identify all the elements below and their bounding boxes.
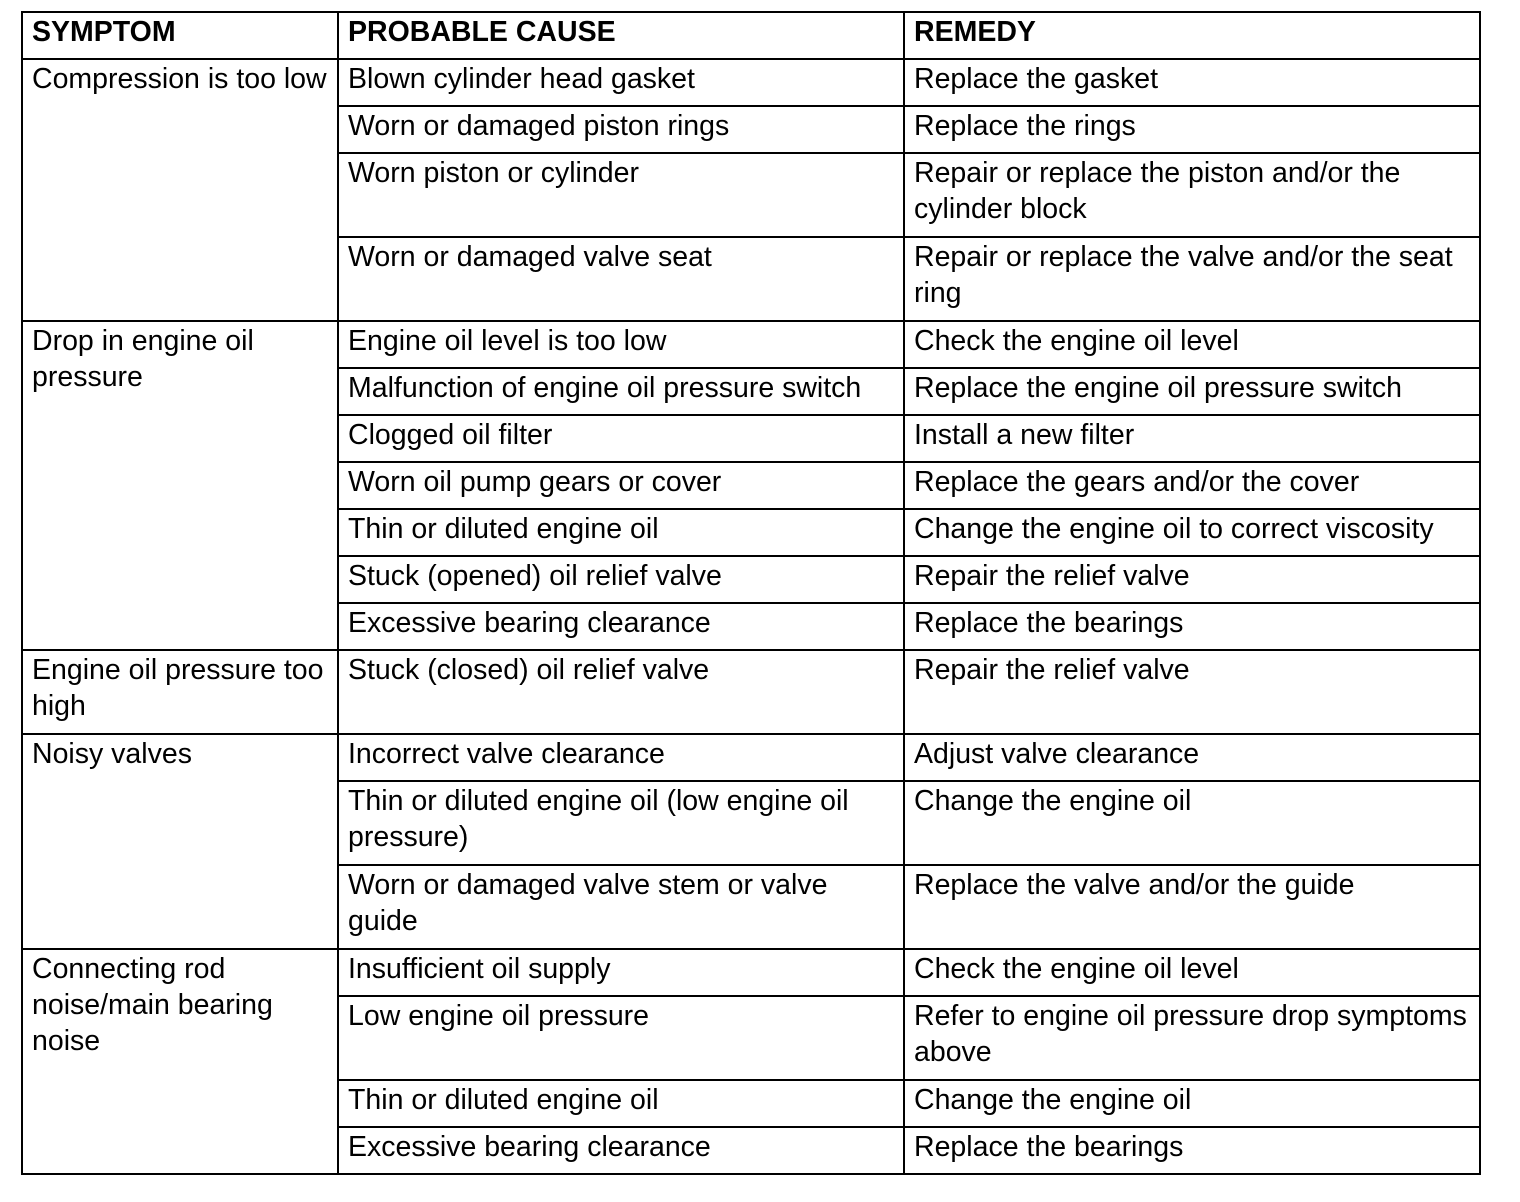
- cause-cell: Worn or damaged piston rings: [338, 106, 904, 153]
- remedy-cell: Adjust valve clearance: [904, 734, 1480, 781]
- remedy-cell: Replace the valve and/or the guide: [904, 865, 1480, 949]
- cause-cell: Clogged oil filter: [338, 415, 904, 462]
- header-remedy: REMEDY: [904, 12, 1480, 59]
- header-probable-cause: PROBABLE CAUSE: [338, 12, 904, 59]
- cause-cell: Thin or diluted engine oil (low engine oil pressure): [338, 781, 904, 865]
- cause-cell: Worn piston or cylinder: [338, 153, 904, 237]
- cause-cell: Insufficient oil supply: [338, 949, 904, 996]
- cause-cell: Worn or damaged valve stem or valve guide: [338, 865, 904, 949]
- table-row: [22, 59, 1480, 106]
- remedy-cell: Change the engine oil: [904, 1080, 1480, 1127]
- cause-cell: Worn oil pump gears or cover: [338, 462, 904, 509]
- header-row: [22, 12, 1480, 59]
- remedy-cell: Replace the gasket: [904, 59, 1480, 106]
- table-row: [22, 949, 1480, 996]
- table-row: [22, 734, 1480, 781]
- header-symptom: SYMPTOM: [22, 12, 338, 59]
- remedy-cell: Check the engine oil level: [904, 321, 1480, 368]
- table-row: [22, 321, 1480, 368]
- cause-cell: Worn or damaged valve seat: [338, 237, 904, 321]
- symptom-cell: Compression is too low: [22, 59, 338, 321]
- remedy-cell: Repair the relief valve: [904, 556, 1480, 603]
- remedy-cell: Replace the rings: [904, 106, 1480, 153]
- remedy-cell: Replace the gears and/or the cover: [904, 462, 1480, 509]
- remedy-cell: Replace the bearings: [904, 1127, 1480, 1174]
- cause-cell: Stuck (opened) oil relief valve: [338, 556, 904, 603]
- remedy-cell: Repair the relief valve: [904, 650, 1480, 734]
- table-row: [22, 650, 1480, 734]
- symptom-cell: Drop in engine oil pressure: [22, 321, 338, 650]
- troubleshooting-table: [21, 11, 1481, 1175]
- remedy-cell: Repair or replace the valve and/or the seat ring: [904, 237, 1480, 321]
- cause-cell: Stuck (closed) oil relief valve: [338, 650, 904, 734]
- cause-cell: Incorrect valve clearance: [338, 734, 904, 781]
- cause-cell: Engine oil level is too low: [338, 321, 904, 368]
- cause-cell: Excessive bearing clearance: [338, 1127, 904, 1174]
- remedy-cell: Check the engine oil level: [904, 949, 1480, 996]
- symptom-cell: Connecting rod noise/main bearing noise: [22, 949, 338, 1174]
- cause-cell: Blown cylinder head gasket: [338, 59, 904, 106]
- symptom-cell: Engine oil pressure too high: [22, 650, 338, 734]
- cause-cell: Excessive bearing clearance: [338, 603, 904, 650]
- symptom-cell: Noisy valves: [22, 734, 338, 949]
- remedy-cell: Replace the bearings: [904, 603, 1480, 650]
- remedy-cell: Repair or replace the piston and/or the cylinder block: [904, 153, 1480, 237]
- cause-cell: Thin or diluted engine oil: [338, 1080, 904, 1127]
- cause-cell: Low engine oil pressure: [338, 996, 904, 1080]
- cause-cell: Malfunction of engine oil pressure switch: [338, 368, 904, 415]
- remedy-cell: Change the engine oil to correct viscosity: [904, 509, 1480, 556]
- cause-cell: Thin or diluted engine oil: [338, 509, 904, 556]
- remedy-cell: Refer to engine oil pressure drop symptoms above: [904, 996, 1480, 1080]
- remedy-cell: Change the engine oil: [904, 781, 1480, 865]
- remedy-cell: Replace the engine oil pressure switch: [904, 368, 1480, 415]
- remedy-cell: Install a new filter: [904, 415, 1480, 462]
